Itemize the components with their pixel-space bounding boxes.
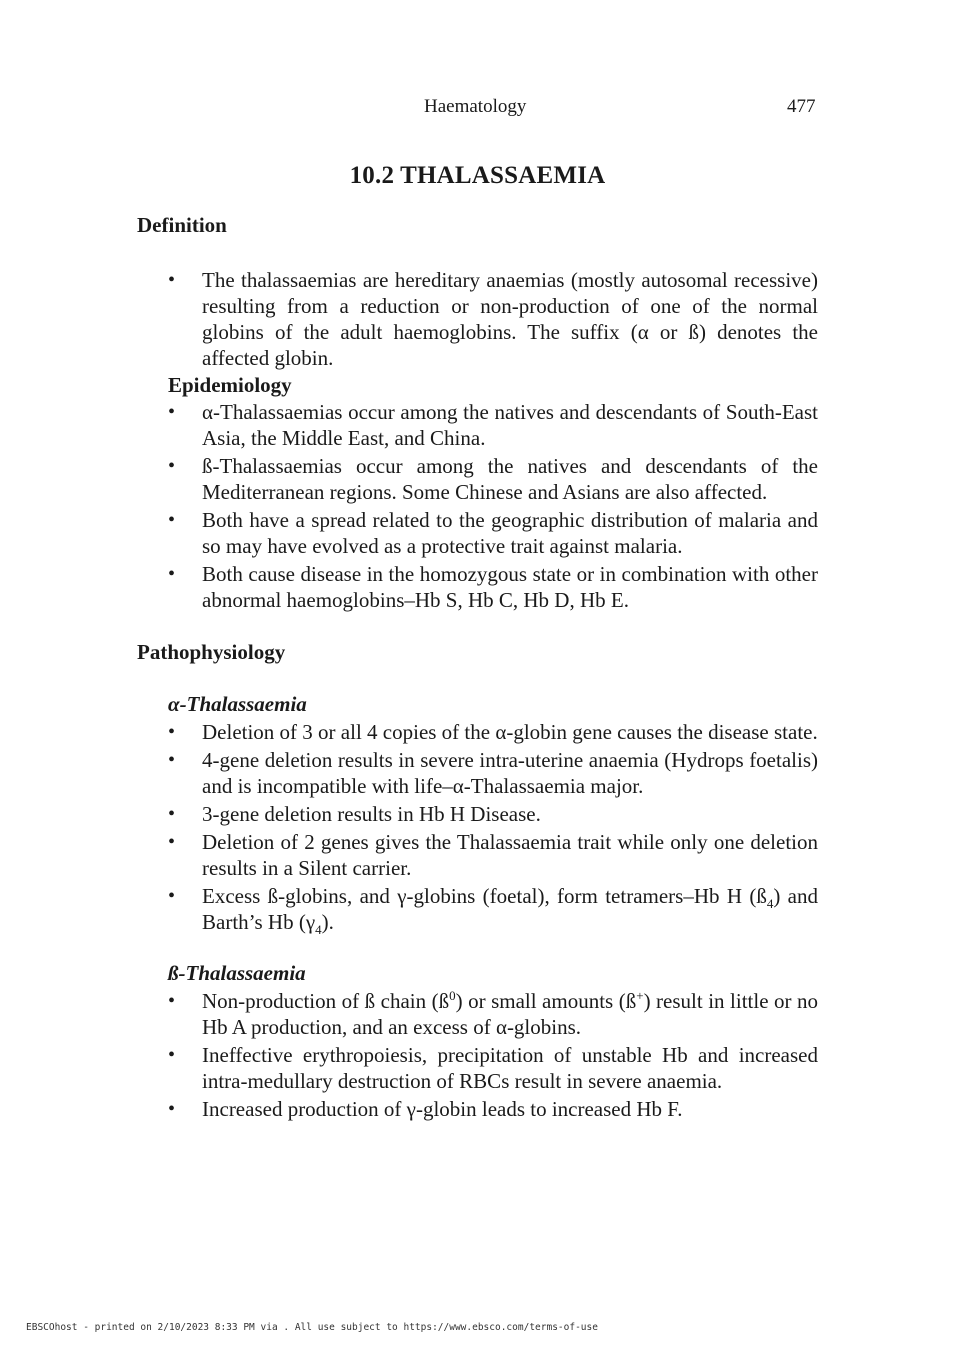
- list-item: • Both have a spread related to the geographic distribution of malaria and so may have evolved as a protective trait against malaria.: [168, 507, 818, 559]
- list-item: • Deletion of 3 or all 4 copies of the α-globin gene causes the disease state.: [168, 719, 818, 745]
- list-item: • Non-production of ß chain $(ß^0)$ or small amounts (ß+) result in little or no Hb A production, and an excess of α-globins.: [168, 988, 818, 1040]
- list-item: • Deletion of 2 genes gives the Thalassaemia trait while only one deletion results in a Silent carrier.: [168, 829, 818, 881]
- definition-heading: Definition: [137, 213, 227, 237]
- definition-list: [168, 267, 818, 373]
- alpha-list: [168, 719, 818, 937]
- epidemiology-heading: Epidemiology: [168, 373, 292, 397]
- page-number: 477: [787, 96, 816, 117]
- list-item: • Excess ß-globins, and γ-globins (foetal), form tetramers–Hb H $(ß_4)$ and Barth’s Hb $(\gamma_4)$.: [168, 883, 818, 935]
- list-item: • α-Thalassaemias occur among the natives and descendants of South-East Asia, the Middle East, and China.: [168, 399, 818, 451]
- list-item: • Increased production of γ-globin leads to increased Hb F.: [168, 1096, 818, 1122]
- list-item: • 4-gene deletion results in severe intra-uterine anaemia (Hydrops foetalis) and is incompatible with life–α-Thalassaemia major.: [168, 747, 818, 799]
- list-item: • 3-gene deletion results in Hb H Disease.: [168, 801, 818, 827]
- list-item: • The thalassaemias are hereditary anaemias (mostly autosomal recessive) resulting from a reduction or non-production of one of the normal globins of the adult haemoglobins. The suffix (α or ß) denotes the affected globin.: [168, 267, 818, 371]
- epidemiology-list: [168, 399, 818, 615]
- chapter-title: 10.2 THALASSAEMIA: [349, 162, 606, 189]
- footer-notice: EBSCOhost - printed on 2/10/2023 8:33 PM via . All use subject to https://www.ebsco.com/terms-of-use: [26, 1322, 598, 1333]
- list-item: • ß-Thalassaemias occur among the natives and descendants of the Mediterranean regions. Some Chinese and Asians are also affected.: [168, 453, 818, 505]
- pathophysiology-heading: Pathophysiology: [137, 640, 286, 664]
- list-item: • Ineffective erythropoiesis, precipitation of unstable Hb and increased intra-medullary destruction of RBCs result in severe anaemia.: [168, 1042, 818, 1094]
- running-title: Haematology: [424, 96, 527, 117]
- list-item: • Both cause disease in the homozygous state or in combination with other abnormal haemoglobins–Hb S, Hb C, Hb D, Hb E.: [168, 561, 818, 613]
- beta-thalassaemia-heading: ß-Thalassaemia: [168, 961, 306, 985]
- beta-list: [168, 988, 818, 1124]
- alpha-thalassaemia-heading: α-Thalassaemia: [168, 692, 307, 716]
